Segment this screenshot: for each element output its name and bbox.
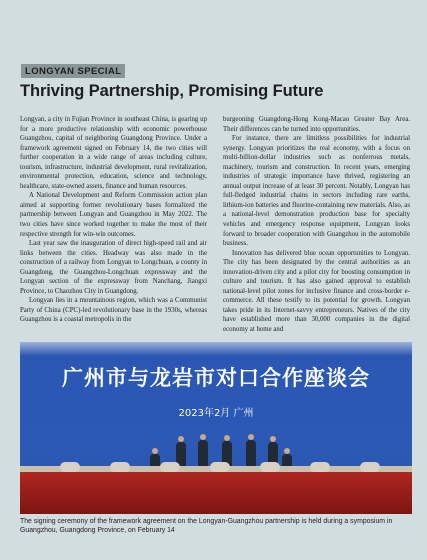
paragraph: Longyan, a city in Fujian Province in southeast China, is gearing up for a more productive relationship with economic powerhouse Guangzhou, capital of neighboring Guangdong Province. Under a framework agreement signed on February 14, the two cities will further cooperation in a wide range of areas including culture, tourism, infrastructure, industrial development, rural revitalization, environmental protection, education, science and technology, healthcare, state-owned assets, finance and human resources. (20, 116, 207, 190)
person (198, 440, 208, 466)
photo-caption: The signing ceremony of the framework agreement on the Longyan-Guangzhou partnership is held during a symposium in Guangzhou, Guangdong Province, on February 14 (20, 518, 393, 535)
flowers (60, 462, 80, 472)
stage (20, 472, 412, 514)
paragraph: Innovation has delivered blue ocean opportunities to Longyan. The city has been designated by the central authorities as an innovation-driven city and a pilot city for boosting consumption in culture and tourism. It has also gained approval to establish national-level pilot zones for inclusive finance and cross-border e-commerce. All these testify to its potential for growth. Longyan takes pride in its Internet-savvy entrepreneurs. Natives of the city have established more than 30,000 companies in the digital economy at home and (223, 249, 410, 334)
flowers (210, 462, 230, 472)
ceremony-photo (20, 342, 412, 514)
paragraph: Last year saw the inauguration of direct high-speed rail and air links between the cities. Headway was also made in the construction of a railway from Longyan to Longchuan, a county in Guangdong, the Guangzhou-Longchuan expressway and the Longyan section of the expressway from Nanchang, Jiangxi Province, to Chaozhou City in Guangdong. (20, 240, 207, 295)
banner-title: 广州市与龙岩市对口合作座谈会 (62, 366, 370, 390)
flowers (110, 462, 130, 472)
paragraph: For instance, there are limitless possibilities for industrial synergy. Longyan prioritizes the real economy, with a focus on multi-billion-dollar industries such as nonferrous metals, machinery, tourism and construction. In recent years, emerging industries of strategic importance have thrived, registering an annual output increase of at least 30 percent. Notably, Longyan has full-fledged industrial chains in sectors including rare earths, lithium-ion batteries and fluorine-containing new materials. Also, as a national-level demonstration production base for specialty vehicles and emergency response equipment, Longyan looks forward to broader cooperation with Guangzhou in the automobile business. (223, 135, 410, 248)
article-body (20, 115, 410, 337)
section-tag: LONGYAN SPECIAL (21, 64, 125, 78)
article-headline: Thriving Partnership, Promising Future (20, 82, 324, 100)
column-right (223, 115, 410, 337)
ceiling-lights (20, 342, 412, 356)
flowers (160, 462, 180, 472)
flowers (260, 462, 280, 472)
flowers (310, 462, 330, 472)
person (246, 440, 256, 466)
banner-subtitle: 2023年2月 广州 (178, 408, 254, 419)
column-left (20, 115, 207, 337)
paragraph: burgeoning Guangdong-Hong Kong-Macao Greater Bay Area. Their differences can be turned into opportunities. (223, 116, 410, 133)
flowers (360, 462, 380, 472)
paragraph: A National Development and Reform Commission action plan aimed at supporting former revolutionary bases formalized the partnership between Longyan and Guangzhou in May 2022. The two cities have since worked together to make the most of their respective strength for win-win outcomes. (20, 192, 207, 238)
paragraph: Longyan lies in a mountainous region, which was a Communist Party of China (CPC)-led revolutionary base in the 1930s, whereas Guangzhou is a coastal metropolis in the (20, 297, 207, 324)
